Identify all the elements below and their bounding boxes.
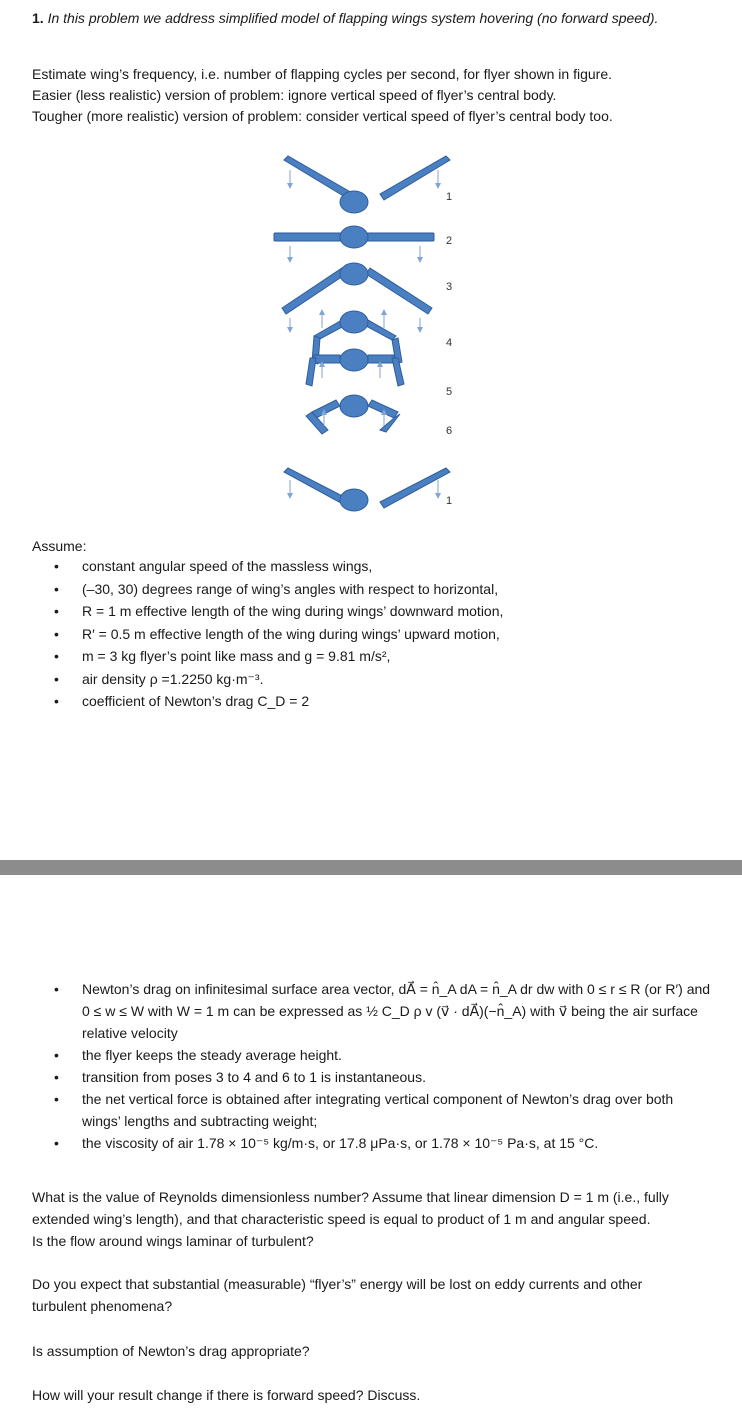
assumption-item: • the viscosity of air 1.78 × 10⁻⁵ kg/m·s, or 17.8 μPa·s, or 1.78 × 10⁻⁵ Pa·s, at 15 °C. (32, 1132, 712, 1154)
intro-line-3: Tougher (more realistic) version of problem: consider vertical speed of flyer’s central body too. (32, 108, 613, 124)
problem-title (32, 8, 658, 29)
assumption-item: • R′ = 0.5 m effective length of the wing during wings’ upward motion, (32, 623, 503, 646)
pose-label-4: 4 (446, 337, 453, 349)
assumption-item: • m = 3 kg flyer’s point like mass and g = 9.81 m/s², (32, 645, 503, 668)
pose-1-top (284, 156, 453, 213)
assumption-item: • the net vertical force is obtained after integrating vertical component of Newton’s drag over both wings’ lengths and subtracting weight; (32, 1088, 712, 1132)
assumption-item: • air density ρ =1.2250 kg·m⁻³. (32, 668, 503, 691)
page-divider (0, 860, 742, 875)
question-reynolds (32, 1186, 712, 1252)
assume-heading: Assume: (32, 538, 87, 554)
body-ellipse (340, 191, 368, 213)
question-line: Do you expect that substantial (measurable) “flyer’s” energy will be lost on eddy currents and other (32, 1276, 643, 1292)
pose-6 (306, 395, 400, 434)
intro-paragraph (32, 64, 613, 127)
intro-line-2: Easier (less realistic) version of problem: ignore vertical speed of flyer’s central body. (32, 87, 557, 103)
pose-label-5: 5 (446, 386, 453, 398)
question-energy (32, 1273, 712, 1317)
question-line: What is the value of Reynolds dimensionless number? Assume that linear dimension D = 1 m (i.e., fully (32, 1189, 669, 1205)
question-line: extended wing’s length), and that characteristic speed is equal to product of 1 m and angular speed. (32, 1211, 651, 1227)
question-line: Is the flow around wings laminar of turbulent? (32, 1233, 314, 1249)
assumption-item: • the flyer keeps the steady average height. (32, 1044, 712, 1066)
question-forward-speed: How will your result change if there is forward speed? Discuss. (32, 1387, 421, 1403)
problem-title-text: In this problem we address simplified model of flapping wings system hovering (no forward speed). (47, 10, 659, 26)
pose-label-2: 2 (446, 235, 453, 247)
intro-line-1: Estimate wing’s frequency, i.e. number of flapping cycles per second, for flyer shown in figure. (32, 66, 612, 82)
assumption-item: • constant angular speed of the massless wings, (32, 555, 503, 578)
assumption-list (32, 555, 503, 713)
pose-1-bottom (284, 468, 453, 511)
problem-number: 1. (32, 10, 44, 26)
assumption-item: • Newton’s drag on infinitesimal surface area vector, dA⃗ = n̂_A dA = n̂_A dr dw with 0 ≤ r ≤ R (or R′) and 0 ≤ w ≤ W with W = 1 m can be expressed as ½ C_D ρ v (v⃗ · dA⃗)(−n̂_A) with v⃗ being the air surface relative velocity (32, 978, 712, 1044)
assumption-item: • (–30, 30) degrees range of wing’s angles with respect to horizontal, (32, 578, 503, 601)
assumption-item: • R = 1 m effective length of the wing during wings’ downward motion, (32, 600, 503, 623)
assumption-item: • transition from poses 3 to 4 and 6 to 1 is instantaneous. (32, 1066, 712, 1088)
flapping-poses-figure (262, 150, 482, 520)
pose-2 (274, 226, 434, 260)
pose-5 (306, 349, 404, 386)
pose-label-1-repeat: 1 (446, 495, 453, 507)
assumption-list-continued (32, 978, 712, 1154)
pose-label-3: 3 (446, 281, 453, 293)
question-drag: Is assumption of Newton’s drag appropriate? (32, 1343, 310, 1359)
question-line: turbulent phenomena? (32, 1298, 173, 1314)
pose-label-1: 1 (446, 191, 453, 203)
assumption-item: • coefficient of Newton’s drag C_D = 2 (32, 690, 503, 713)
pose-label-6: 6 (446, 425, 453, 437)
